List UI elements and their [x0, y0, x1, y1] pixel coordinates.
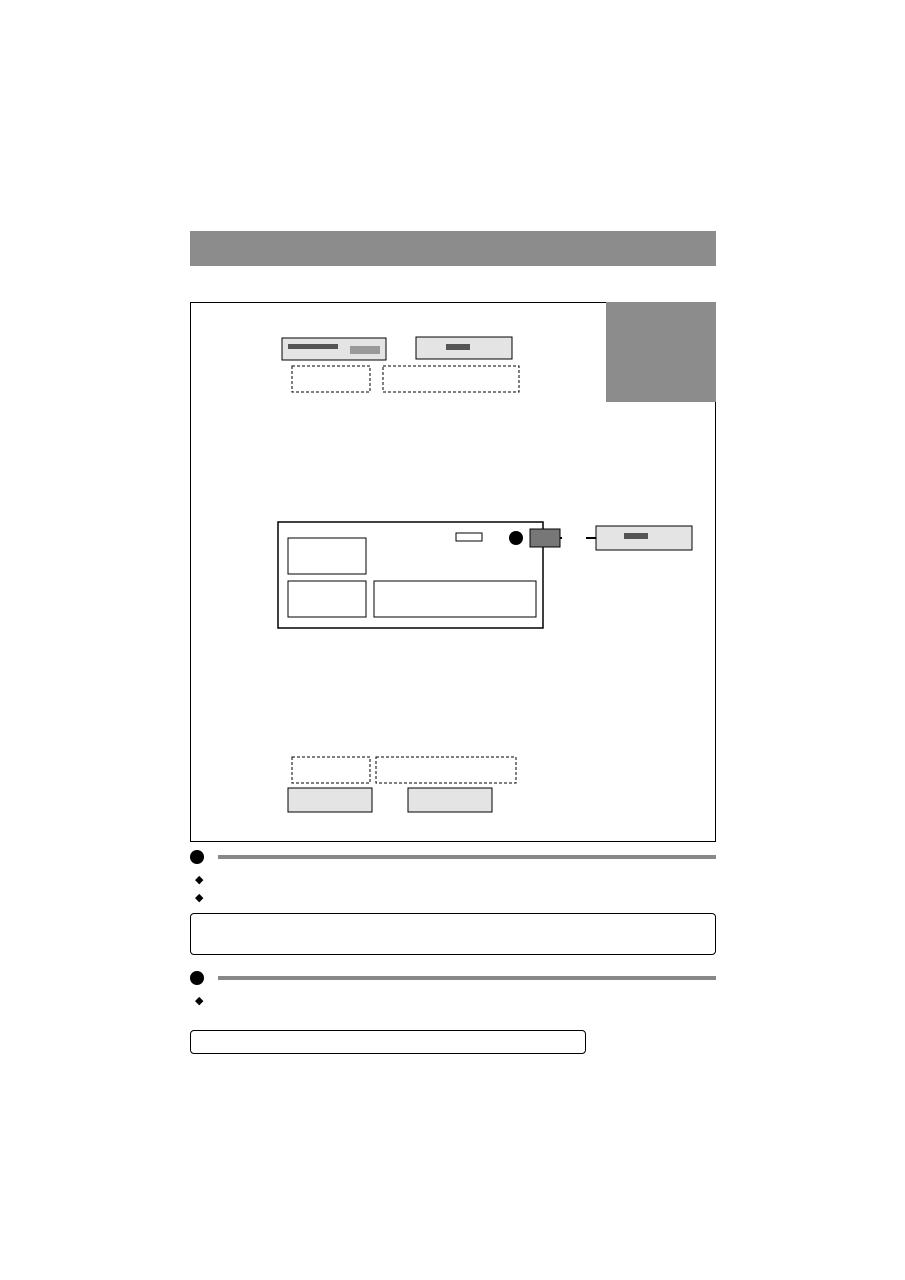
bullet-item: ◆	[195, 873, 204, 886]
video-output-group	[288, 538, 366, 574]
hdmi-plug	[530, 529, 560, 547]
section-number	[190, 850, 204, 864]
monitor-note-box	[190, 1030, 586, 1054]
bottom-left-device	[288, 788, 372, 812]
bottom-right-device	[408, 788, 492, 812]
section-number	[190, 971, 204, 985]
rear-terminal-diagram	[190, 302, 716, 842]
section-monitor	[190, 971, 716, 985]
bullet-item: ◆	[195, 891, 204, 904]
color-legend	[606, 302, 716, 402]
video2-component-group	[374, 581, 536, 617]
badge-6	[509, 531, 523, 545]
usb-warning-box	[190, 913, 716, 955]
baidu-watermark	[645, 1150, 885, 1240]
section-usb	[190, 850, 716, 864]
video1-group	[288, 581, 366, 617]
page-title	[190, 231, 716, 266]
bullet-item: ◆	[195, 994, 204, 1007]
